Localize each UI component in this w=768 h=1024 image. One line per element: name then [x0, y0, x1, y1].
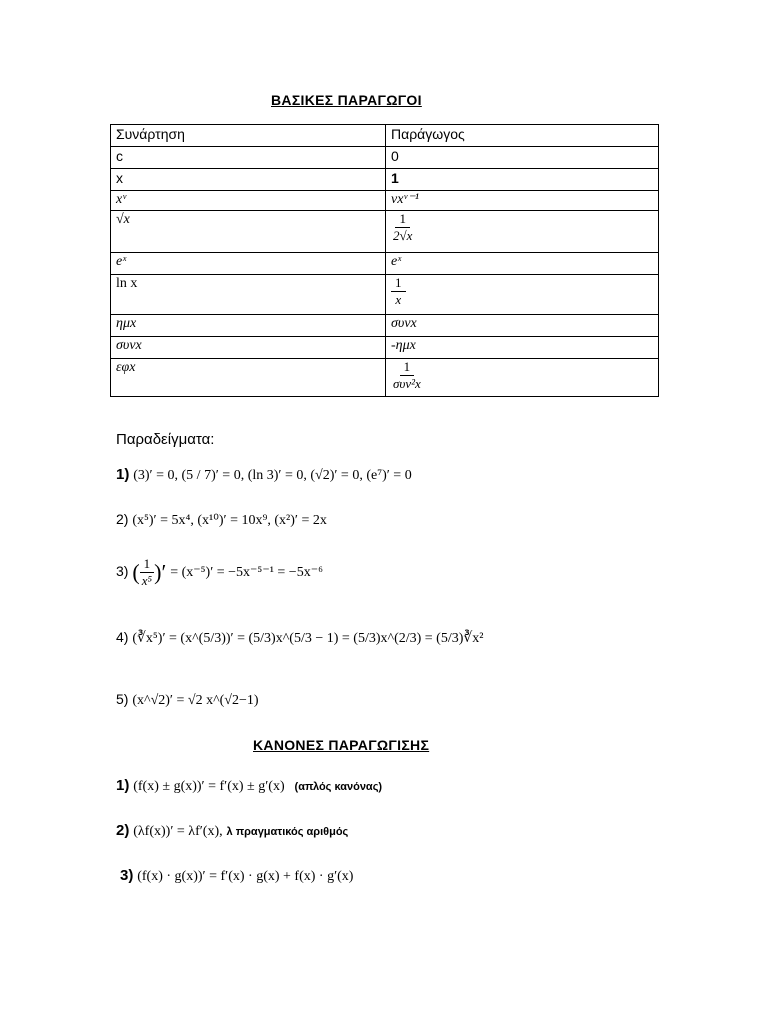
- derivative-value: 1: [391, 170, 399, 186]
- table-row: [111, 337, 659, 359]
- fraction-denominator: 2√x: [393, 228, 413, 243]
- rule-1: [116, 777, 382, 795]
- function-cell: x: [111, 169, 386, 191]
- example-1: [116, 466, 412, 484]
- rule-2: [116, 822, 348, 840]
- function-cell: xᵛ: [111, 191, 386, 211]
- fraction: [391, 359, 423, 392]
- table-row: [111, 211, 659, 253]
- table-header-row: [111, 125, 659, 147]
- function-cell: c: [111, 147, 386, 169]
- function-cell: ημx: [111, 315, 386, 337]
- rule-expression: (λf(x))′ = λf′(x),: [133, 824, 223, 839]
- fraction-denominator: x⁵: [141, 573, 153, 588]
- rule-note: (απλός κανόνας): [294, 781, 383, 793]
- function-cell: ln x: [111, 275, 386, 315]
- example-expression: (3)′ = 0, (5 / 7)′ = 0, (ln 3)′ = 0, (√2)′ = 0, (e⁷)′ = 0: [133, 468, 412, 483]
- rules-heading: ΚΑΝΟΝΕΣ ΠΑΡΑΓΩΓΙΣΗΣ: [253, 737, 430, 753]
- table-row: [111, 275, 659, 315]
- derivative-cell: νxᵛ⁻¹: [386, 191, 659, 211]
- example-number: 1): [116, 466, 130, 483]
- table-row: [111, 253, 659, 275]
- fraction-denominator: x: [395, 292, 402, 307]
- table-row: [111, 315, 659, 337]
- function-cell: συνx: [111, 337, 386, 359]
- example-expression: (∛x⁵)′ = (x^(5/3))′ = (5/3)x^(5/3 − 1) = (5/3)x^(2/3) = (5/3)∛x²: [132, 631, 484, 646]
- example-2: [116, 511, 327, 529]
- table-row: [111, 169, 659, 191]
- derivative-cell: -ημx: [386, 337, 659, 359]
- rule-expression: (f(x) ± g(x))′ = f′(x) ± g′(x): [133, 779, 285, 794]
- table-row: [111, 147, 659, 169]
- example-expression: = (x⁻⁵)′ = −5x⁻⁵⁻¹ = −5x⁻⁶: [170, 565, 323, 581]
- fraction-numerator: 1: [391, 275, 406, 292]
- function-cell: √x: [111, 211, 386, 253]
- example-number: 2): [116, 511, 129, 527]
- example-4: [116, 629, 484, 647]
- derivatives-table: [110, 124, 659, 397]
- header-function: Συνάρτηση: [111, 125, 386, 147]
- example-5: [116, 691, 259, 709]
- derivative-cell: [386, 211, 659, 253]
- rule-number: 1): [116, 777, 130, 794]
- derivative-cell: 0: [386, 147, 659, 169]
- example-3: [116, 556, 323, 589]
- derivative-cell: [386, 359, 659, 397]
- example-number: 3): [116, 563, 129, 580]
- header-derivative: Παράγωγος: [386, 125, 659, 147]
- rule-3: [120, 867, 353, 885]
- function-cell: eˣ: [111, 253, 386, 275]
- derivative-cell: [386, 275, 659, 315]
- left-paren: (: [132, 559, 140, 585]
- rule-note: λ πραγματικός αριθμός: [226, 826, 349, 838]
- rule-number: 3): [120, 867, 134, 884]
- fraction: [140, 556, 155, 589]
- derivative-cell: συνx: [386, 315, 659, 337]
- fraction: [391, 275, 406, 308]
- fraction: [391, 211, 414, 244]
- page-title: ΒΑΣΙΚΕΣ ΠΑΡΑΓΩΓΟΙ: [271, 92, 422, 108]
- fraction-denominator: συν²x: [393, 376, 421, 391]
- derivative-cell: [386, 169, 659, 191]
- table-row: [111, 359, 659, 397]
- function-cell: εφx: [111, 359, 386, 397]
- derivative-cell: eˣ: [386, 253, 659, 275]
- example-expression: (x^√2)′ = √2 x^(√2−1): [132, 693, 259, 708]
- example-number: 4): [116, 629, 129, 645]
- rule-number: 2): [116, 822, 130, 839]
- table-row: [111, 191, 659, 211]
- examples-heading: Παραδείγματα:: [116, 431, 215, 448]
- fraction-numerator: 1: [395, 211, 410, 228]
- right-paren: )′: [154, 559, 167, 585]
- example-number: 5): [116, 691, 129, 707]
- fraction-numerator: 1: [400, 359, 415, 376]
- rule-expression: (f(x) · g(x))′ = f′(x) · g(x) + f(x) · g′(x): [137, 869, 354, 884]
- example-expression: (x⁵)′ = 5x⁴, (x¹⁰)′ = 10x⁹, (x²)′ = 2x: [132, 513, 327, 528]
- fraction-numerator: 1: [140, 556, 155, 573]
